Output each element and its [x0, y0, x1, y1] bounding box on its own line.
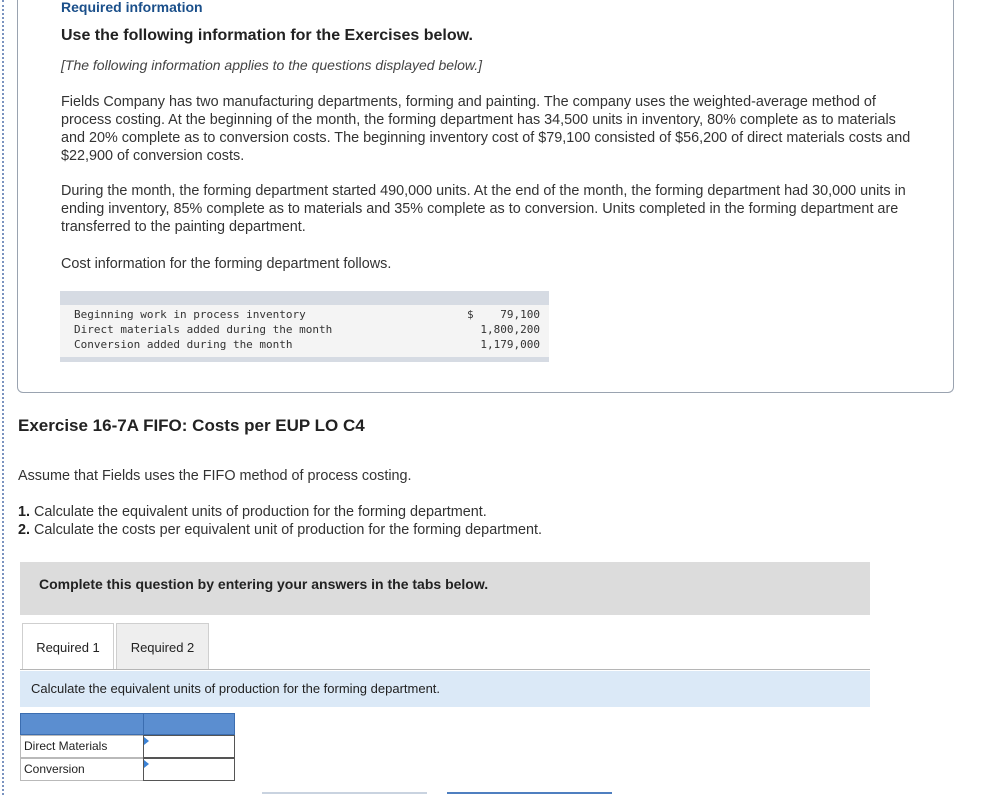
- cost-intro-paragraph: Cost information for the forming department follows.: [61, 256, 392, 272]
- tab-required-2[interactable]: Required 2: [116, 623, 209, 670]
- direct-materials-input[interactable]: [143, 735, 235, 758]
- prev-button-edge[interactable]: [262, 792, 427, 798]
- complete-question-banner: [20, 562, 870, 615]
- cost-label: Beginning work in process inventory: [74, 308, 306, 321]
- tab-divider: [20, 669, 870, 670]
- next-button-edge[interactable]: [447, 792, 612, 798]
- cost-information-table: [60, 291, 549, 362]
- grid-row-label-direct-materials: Direct Materials: [20, 735, 144, 758]
- question-1: [18, 504, 487, 520]
- table-row: [74, 322, 540, 337]
- cost-label: Direct materials added during the month: [74, 323, 333, 336]
- assumption-text: Assume that Fields uses the FIFO method of process costing.: [18, 468, 412, 484]
- question-1-text: Calculate the equivalent units of production for the forming department.: [34, 504, 487, 520]
- cost-amount: 1,800,200: [480, 323, 540, 336]
- conversion-input[interactable]: [143, 758, 235, 781]
- table-row: [74, 307, 540, 322]
- instructions-heading: Use the following information for the Exercises below.: [61, 27, 473, 44]
- question-2-number: 2.: [18, 522, 31, 538]
- forming-department-paragraph: During the month, the forming department started 490,000 units. At the end of the month, the forming department had 30,000 units in ending inventory, 85% complete as to materials and 35% complete as to conversion. Units completed in the forming department are transferred to the painting department.: [61, 183, 906, 235]
- dollar-sign: $: [467, 308, 474, 321]
- tab-required-1[interactable]: Required 1: [22, 623, 114, 670]
- tab-prompt-text: Calculate the equivalent units of production for the forming department.: [31, 681, 441, 696]
- cost-label: Conversion added during the month: [74, 338, 293, 351]
- question-2: [18, 522, 542, 538]
- complete-question-text: Complete this question by entering your answers in the tabs below.: [39, 576, 489, 592]
- exercise-title: Exercise 16-7A FIFO: Costs per EUP LO C4: [18, 416, 365, 435]
- table-row: [74, 337, 540, 352]
- left-dotted-rule: [2, 0, 4, 795]
- grid-header-cell: [143, 713, 235, 735]
- applies-note: [The following information applies to the questions displayed below.]: [61, 57, 483, 73]
- input-marker-icon: [144, 737, 149, 745]
- tab-prompt-banner: [20, 671, 870, 707]
- question-1-number: 1.: [18, 504, 31, 520]
- cost-amount: 1,179,000: [480, 338, 540, 351]
- grid-row-label-conversion: Conversion: [20, 758, 144, 781]
- input-marker-icon: [144, 760, 149, 768]
- company-description-paragraph: Fields Company has two manufacturing departments, forming and painting. The company uses the weighted-average method of process costing. At the beginning of the month, the forming department has 34,500 units in inventory, 80% complete as to materials and 20% complete as to conversion costs. The beginning inventory cost of $79,100 consisted of $56,200 of direct materials costs and $22,900 of conversion costs.: [61, 94, 911, 164]
- required-info-heading: Required information: [61, 0, 203, 15]
- grid-header-cell: [20, 713, 144, 735]
- cost-amount: 79,100: [500, 308, 540, 321]
- question-2-text: Calculate the costs per equivalent unit of production for the forming department.: [34, 522, 542, 538]
